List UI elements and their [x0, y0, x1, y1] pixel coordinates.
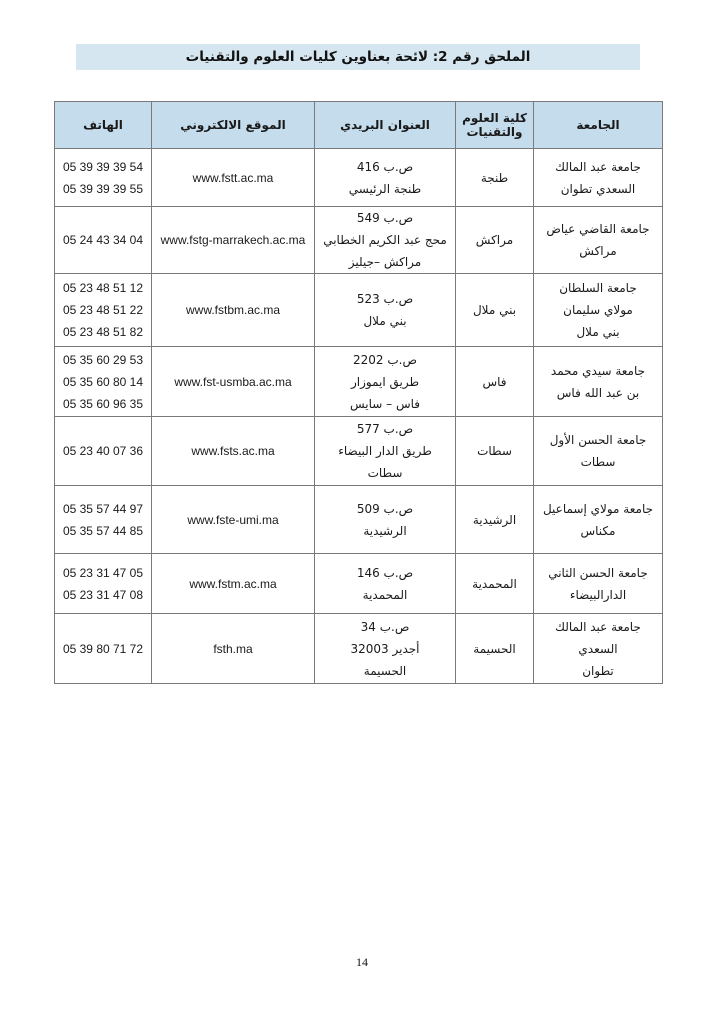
university-cell-line: السعدي [578, 641, 618, 656]
faculty-cell: الحسيمة [456, 614, 534, 684]
website-cell: www.fstm.ac.ma [152, 554, 315, 614]
university-cell-line: مكناس [580, 523, 616, 538]
university-cell-line: جامعة مولاي إسماعيل [542, 501, 654, 516]
university-cell-line: جامعة القاضي عياض [546, 222, 650, 236]
address-cell-line: بني ملال [363, 314, 407, 328]
university-cell [534, 614, 663, 684]
faculty-cell: بني ملال [456, 274, 534, 347]
phone-cell-line: 05 35 57 44 97 [62, 501, 144, 516]
phone-cell-line: 05 23 48 51 82 [62, 325, 144, 339]
university-cell [534, 554, 663, 614]
phone-cell [55, 347, 152, 417]
phone-cell-line: 05 23 48 51 22 [62, 303, 144, 317]
address-cell [315, 207, 456, 274]
address-cell-line: ص.ب 509 [356, 501, 414, 516]
table-row [55, 347, 663, 417]
website-cell: www.fstbm.ac.ma [152, 274, 315, 347]
address-cell-line: ص.ب 549 [356, 211, 414, 225]
phone-cell-line: 05 39 80 71 72 [62, 641, 144, 656]
phone-cell-line: 05 39 39 39 55 [62, 181, 144, 196]
header-faculty: كلية العلوم والتقنيات [456, 102, 534, 149]
address-cell [315, 614, 456, 684]
university-cell-line: سطات [580, 455, 616, 469]
university-cell [534, 149, 663, 207]
university-cell-line: تطوان [582, 663, 614, 678]
address-cell-line: المحمدية [362, 587, 408, 602]
table-row [55, 486, 663, 554]
phone-cell-line: 05 24 43 34 04 [62, 233, 144, 247]
table-row [55, 207, 663, 274]
website-cell: www.fsts.ac.ma [152, 417, 315, 486]
website-cell: www.fst-usmba.ac.ma [152, 347, 315, 417]
address-cell-line: أجدير 32003 [350, 641, 420, 656]
address-cell-line: ص.ب 416 [356, 159, 414, 174]
address-cell-line: الرشيدية [363, 523, 407, 538]
address-cell-line: ص.ب 577 [356, 422, 414, 436]
phone-cell-line: 05 23 40 07 36 [62, 444, 144, 458]
phone-cell [55, 486, 152, 554]
phone-cell-line: 05 35 60 96 35 [62, 396, 144, 411]
faculty-cell: طنجة [456, 149, 534, 207]
phone-cell [55, 417, 152, 486]
university-cell [534, 274, 663, 347]
table-row [55, 614, 663, 684]
university-cell [534, 486, 663, 554]
annex-title-bar [76, 44, 640, 70]
table-row [55, 554, 663, 614]
university-cell [534, 207, 663, 274]
university-cell-line: السعدي تطوان [560, 181, 636, 196]
phone-cell [55, 149, 152, 207]
university-cell-line: الدارالبيضاء [569, 587, 627, 602]
table-row [55, 274, 663, 347]
header-address: العنوان البريدي [315, 102, 456, 149]
university-cell-line: جامعة السلطان [559, 281, 637, 295]
header-university: الجامعة [534, 102, 663, 149]
university-cell-line: جامعة عبد المالك [555, 619, 641, 634]
university-cell-line: بن عبد الله فاس [556, 385, 640, 400]
faculty-cell: فاس [456, 347, 534, 417]
address-cell [315, 417, 456, 486]
university-cell [534, 417, 663, 486]
phone-cell [55, 274, 152, 347]
university-cell-line: جامعة عبد المالك [555, 159, 641, 174]
phone-cell-line: 05 35 60 29 53 [62, 352, 144, 367]
address-cell-line: ص.ب 34 [360, 619, 410, 634]
faculty-cell: سطات [456, 417, 534, 486]
page-number: 14 [356, 955, 368, 969]
phone-cell-line: 05 23 31 47 08 [62, 587, 144, 602]
phone-cell-line: 05 39 39 39 54 [62, 159, 144, 174]
university-cell-line: مراكش [579, 244, 617, 258]
phone-cell [55, 554, 152, 614]
table-header-row [55, 102, 663, 149]
address-cell-line: محج عبد الكريم الخطابي [323, 233, 447, 247]
header-phone: الهاتف [55, 102, 152, 149]
address-cell-line: طريق الدار البيضاء [338, 444, 432, 458]
phone-cell-line: 05 35 60 80 14 [62, 374, 144, 389]
address-cell [315, 347, 456, 417]
phone-cell [55, 207, 152, 274]
website-cell: www.fste-umi.ma [152, 486, 315, 554]
faculty-cell: الرشيدية [456, 486, 534, 554]
address-cell [315, 149, 456, 207]
address-cell-line: فاس – سايس [349, 396, 421, 411]
address-cell [315, 486, 456, 554]
address-cell-line: طنجة الرئيسي [348, 181, 422, 196]
university-cell-line: جامعة سيدي محمد [550, 363, 646, 378]
faculty-cell: المحمدية [456, 554, 534, 614]
address-cell-line: الحسيمة [363, 663, 407, 678]
address-cell-line: ص.ب 2202 [353, 352, 417, 367]
address-cell-line: سطات [367, 466, 403, 480]
phone-cell-line: 05 23 31 47 05 [62, 565, 144, 580]
university-cell-line: مولاي سليمان [563, 303, 633, 317]
university-cell [534, 347, 663, 417]
university-cell-line: جامعة الحسن الثاني [548, 565, 648, 580]
faculty-cell: مراكش [456, 207, 534, 274]
address-cell [315, 554, 456, 614]
university-cell-line: بني ملال [576, 325, 620, 339]
phone-cell-line: 05 35 57 44 85 [62, 523, 144, 538]
address-cell-line: ص.ب 523 [356, 292, 414, 306]
address-cell-line: ص.ب 146 [356, 565, 414, 580]
faculties-table [54, 101, 663, 684]
annex-title: الملحق رقم 2: لائحة بعناوين كليات العلوم والتقنيات [185, 49, 531, 65]
website-cell: www.fstt.ac.ma [152, 149, 315, 207]
university-cell-line: جامعة الحسن الأول [549, 433, 647, 447]
phone-cell [55, 614, 152, 684]
phone-cell-line: 05 23 48 51 12 [62, 281, 144, 295]
address-cell [315, 274, 456, 347]
table-body [55, 149, 663, 684]
header-website: الموقع الالكتروني [152, 102, 315, 149]
address-cell-line: مراكش –جيليز [348, 255, 422, 269]
website-cell: www.fstg-marrakech.ac.ma [152, 207, 315, 274]
table-row [55, 149, 663, 207]
table-row [55, 417, 663, 486]
website-cell: fsth.ma [152, 614, 315, 684]
address-cell-line: طريق ايموزار [350, 374, 420, 389]
